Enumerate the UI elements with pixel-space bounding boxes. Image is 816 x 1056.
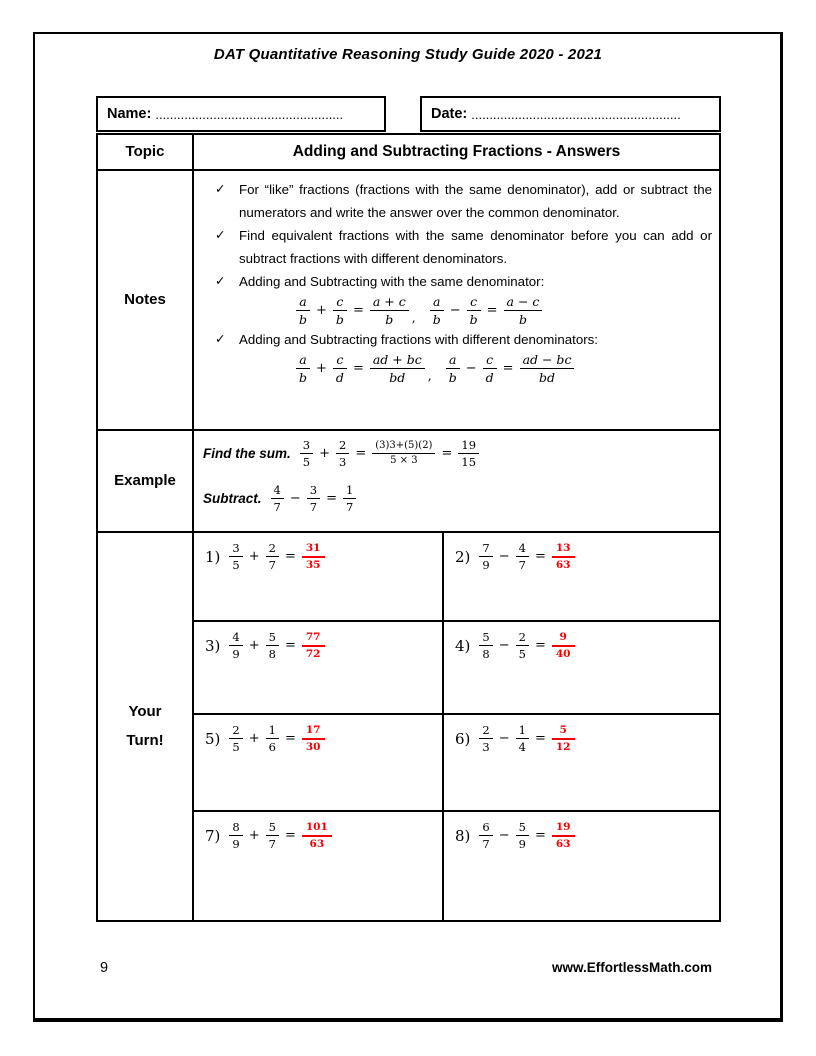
- fraction: $\frac{a + c}{b}$: [370, 295, 409, 326]
- problem-equation: [205, 631, 440, 660]
- date-dotted-line: ..........................................................: [471, 106, 681, 122]
- problem-number: 8): [455, 826, 471, 845]
- fraction: $\frac{a}{b}$: [430, 295, 444, 326]
- example-line-sum: [203, 439, 719, 468]
- problem-number: 4): [455, 636, 471, 655]
- plus-operator: +: [316, 303, 327, 319]
- problem-number: 1): [205, 547, 221, 566]
- plus-operator: +: [319, 446, 330, 462]
- fraction: $\frac{4}{7}$: [516, 542, 529, 571]
- fraction: $\frac{6}{7}$: [479, 821, 492, 850]
- problem-number: 6): [455, 729, 471, 748]
- name-label: Name:: [107, 106, 152, 122]
- notes-row: [98, 171, 719, 431]
- problem-cell-6: [444, 715, 719, 812]
- fraction: $\frac{2}{3}$: [336, 439, 349, 468]
- fraction: $\frac{3}{5}$: [229, 542, 242, 571]
- answer-fraction: $\frac{101}{63}$: [302, 822, 332, 850]
- problem-equation: [455, 542, 717, 571]
- problem-number: 3): [205, 636, 221, 655]
- date-field-box: [420, 96, 721, 132]
- fraction: $\frac{4}{9}$: [229, 631, 242, 660]
- fraction: $\frac{c}{b}$: [333, 295, 347, 326]
- minus-operator: −: [449, 303, 461, 319]
- working-fraction: $\frac{(3)3+(5)(2)}{5 \times 3}$: [372, 441, 435, 467]
- fraction: $\frac{2}{5}$: [229, 724, 242, 753]
- equals-sign: =: [284, 828, 296, 844]
- plus-operator: +: [248, 549, 260, 565]
- equals-sign: =: [441, 446, 453, 462]
- note-item: [194, 224, 719, 270]
- fraction: $\frac{8}{9}$: [229, 821, 242, 850]
- note-text: For “like” fractions (fractions with the same denominator), add or subtract the numerators and write the answer over the common denominator.: [239, 182, 712, 220]
- fraction: $\frac{5}{9}$: [516, 821, 529, 850]
- note-text: Adding and Subtracting fractions with different denominators:: [239, 332, 598, 348]
- date-label: Date:: [431, 106, 468, 122]
- equals-sign: =: [486, 303, 498, 319]
- problem-cell-2: [444, 533, 719, 622]
- equals-sign: =: [534, 828, 546, 844]
- fraction: $\frac{2}{3}$: [479, 724, 492, 753]
- fraction: $\frac{3}{7}$: [307, 484, 320, 513]
- problem-cell-1: [194, 533, 444, 622]
- equals-sign: =: [355, 446, 367, 462]
- website-link: www.EffortlessMath.com: [551, 960, 712, 975]
- formula-same-denominator: [294, 295, 719, 326]
- problems-area: [194, 533, 719, 920]
- document-title: DAT Quantitative Reasoning Study Guide 2020 - 2021: [213, 46, 603, 63]
- check-icon: ✓: [215, 332, 226, 347]
- formula-different-denominator: [294, 353, 719, 384]
- problem-number: 5): [205, 729, 221, 748]
- example-row: [98, 431, 719, 533]
- your-turn-label-line2: Turn!: [126, 731, 164, 749]
- your-turn-label-cell: [98, 533, 194, 920]
- note-item: [194, 178, 719, 224]
- worksheet-table: [96, 133, 721, 922]
- example-instruction: Find the sum.: [203, 446, 291, 462]
- fraction: $\frac{5}{8}$: [266, 631, 279, 660]
- fraction: $\frac{2}{7}$: [266, 542, 279, 571]
- problems-grid: [194, 533, 719, 920]
- equals-sign: =: [284, 731, 296, 747]
- fraction: $\frac{1}{6}$: [266, 724, 279, 753]
- minus-operator: −: [498, 828, 510, 844]
- equals-sign: =: [534, 731, 546, 747]
- equals-sign: =: [534, 549, 546, 565]
- answer-fraction: $\frac{31}{35}$: [302, 543, 325, 571]
- plus-operator: +: [248, 638, 260, 654]
- fraction: $\frac{1}{4}$: [516, 724, 529, 753]
- problem-cell-8: [444, 812, 719, 920]
- fraction: $\frac{a}{b}$: [446, 353, 460, 384]
- plus-operator: +: [248, 731, 260, 747]
- problem-equation: [205, 542, 440, 571]
- problem-cell-5: [194, 715, 444, 812]
- note-text: Find equivalent fractions with the same denominator before you can add or subtract fractions with different denominators.: [239, 228, 712, 266]
- problem-equation: [455, 631, 717, 660]
- minus-operator: −: [465, 361, 477, 377]
- fraction: $\frac{5}{8}$: [479, 631, 492, 660]
- answer-fraction: $\frac{17}{30}$: [302, 725, 325, 753]
- notes-content: [194, 171, 719, 429]
- fraction: $\frac{2}{5}$: [516, 631, 529, 660]
- fraction: $\frac{ad - bc}{bd}$: [520, 353, 575, 384]
- fraction: $\frac{a}{b}$: [296, 295, 310, 326]
- plus-operator: +: [316, 361, 327, 377]
- your-turn-label-line1: Your: [128, 703, 162, 720]
- fraction: $\frac{c}{b}$: [467, 295, 481, 326]
- result-fraction: $\frac{19}{15}$: [458, 439, 479, 468]
- equals-sign: =: [326, 491, 337, 507]
- example-instruction: Subtract.: [203, 491, 262, 507]
- fraction: $\frac{5}{7}$: [266, 821, 279, 850]
- topic-row: [98, 135, 719, 171]
- equals-sign: =: [284, 638, 296, 654]
- problem-number: 7): [205, 826, 221, 845]
- minus-operator: −: [498, 549, 510, 565]
- example-line-subtract: [203, 484, 719, 513]
- fraction: $\frac{4}{7}$: [271, 484, 284, 513]
- comma-separator: ,: [411, 310, 416, 326]
- equals-sign: =: [284, 549, 296, 565]
- check-icon: ✓: [215, 228, 226, 242]
- problem-cell-4: [444, 622, 719, 715]
- note-item: [194, 328, 719, 351]
- example-content: [194, 431, 719, 531]
- equals-sign: =: [352, 361, 364, 377]
- fraction: $\frac{a - c}{b}$: [504, 295, 543, 326]
- result-fraction: $\frac{1}{7}$: [343, 484, 356, 513]
- fraction: $\frac{ad + bc}{bd}$: [370, 353, 425, 384]
- fraction: $\frac{c}{d}$: [333, 353, 347, 384]
- example-label-cell: Example: [98, 431, 194, 531]
- problem-equation: [205, 821, 440, 850]
- note-item: [194, 270, 719, 293]
- equals-sign: =: [534, 638, 546, 654]
- problem-cell-3: [194, 622, 444, 715]
- problem-equation: [455, 821, 717, 850]
- name-field-box: [96, 96, 386, 132]
- answer-fraction: $\frac{19}{63}$: [552, 822, 575, 850]
- check-icon: ✓: [215, 274, 226, 288]
- answer-fraction: $\frac{13}{63}$: [552, 543, 575, 571]
- note-text: Adding and Subtracting with the same denominator:: [239, 274, 545, 289]
- problem-equation: [455, 724, 717, 753]
- page-footer: [100, 960, 712, 976]
- equals-sign: =: [352, 303, 364, 319]
- minus-operator: −: [498, 731, 510, 747]
- answer-fraction: $\frac{77}{72}$: [302, 632, 325, 660]
- answer-fraction: $\frac{9}{40}$: [552, 632, 575, 660]
- fraction: $\frac{c}{d}$: [483, 353, 497, 384]
- fraction: $\frac{7}{9}$: [479, 542, 492, 571]
- problem-equation: [205, 724, 440, 753]
- topic-title: Adding and Subtracting Fractions - Answers: [292, 143, 621, 160]
- answer-fraction: $\frac{5}{12}$: [552, 725, 575, 753]
- plus-operator: +: [248, 828, 260, 844]
- check-icon: ✓: [215, 182, 226, 196]
- name-dotted-line: ....................................................: [155, 106, 344, 122]
- problem-number: 2): [455, 547, 471, 566]
- minus-operator: −: [289, 491, 301, 507]
- page-number: 9: [100, 960, 109, 976]
- your-turn-row: [98, 533, 719, 920]
- fraction: $\frac{3}{5}$: [300, 439, 313, 468]
- problem-cell-7: [194, 812, 444, 920]
- comma-separator: ,: [427, 368, 432, 384]
- notes-label-cell: Notes: [98, 171, 194, 429]
- topic-label-cell: Topic: [98, 135, 194, 169]
- minus-operator: −: [498, 638, 510, 654]
- fraction: $\frac{a}{b}$: [296, 353, 310, 384]
- equals-sign: =: [502, 361, 514, 377]
